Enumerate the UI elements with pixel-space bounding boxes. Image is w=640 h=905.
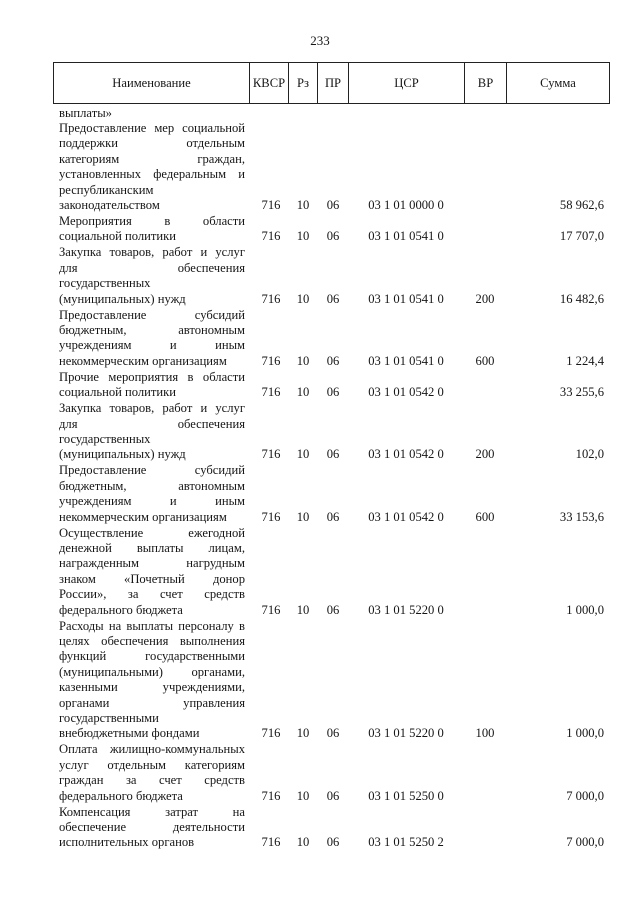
row-name-line: Предоставление мер социальной [59, 121, 245, 135]
row-name-line: Закупка товаров, работ и услуг [59, 245, 245, 260]
row-rz: 10 [296, 385, 310, 400]
row-name [59, 805, 245, 851]
row-rz: 10 [296, 509, 310, 524]
row-name-line: Закупка товаров, работ и услуг [59, 401, 245, 416]
row-sum: 33 153,6 [559, 509, 604, 524]
row-pr: 06 [326, 447, 340, 462]
row-sum: 1 224,4 [566, 353, 604, 368]
row-kvsr: 716 [261, 291, 281, 306]
row-name [59, 463, 245, 525]
row-name-line: награжденным нагрудным [59, 556, 245, 571]
row-csr: 03 1 01 0542 0 [368, 385, 444, 400]
row-pr: 06 [326, 229, 340, 244]
row-pr: 06 [326, 198, 340, 212]
row-vr: 100 [475, 726, 495, 741]
row-name [59, 121, 245, 213]
row-pr: 06 [326, 726, 340, 741]
carry-over-text: выплаты» [59, 106, 112, 120]
row-sum: 7 000,0 [566, 835, 604, 850]
row-csr: 03 1 01 0000 0 [368, 198, 444, 212]
row-name-line: Компенсация затрат на [59, 804, 245, 819]
row-name-line: государственными [59, 711, 159, 726]
row-kvsr: 716 [261, 198, 281, 212]
row-name-line: России», за счет средств [59, 587, 245, 602]
row-name-line: (муниципальных) нужд [59, 447, 186, 462]
row-kvsr: 716 [261, 509, 281, 524]
row-rz: 10 [296, 788, 310, 803]
row-name-line: установленных федеральным и [59, 167, 245, 182]
row-name-line: целях обеспечения выполнения [59, 634, 245, 648]
row-name-line: внебюджетными фондами [59, 726, 200, 741]
row-name [59, 619, 245, 742]
column-header-csr: ЦСР [394, 76, 419, 90]
row-name-line: некоммерческим организациям [59, 509, 227, 524]
row-name-line: Оплата жилищно-коммунальных [59, 742, 245, 757]
row-name-line: казенными учреждениями, [59, 680, 245, 695]
row-name-line: Прочие мероприятия в области [59, 369, 245, 384]
row-rz: 10 [296, 602, 310, 617]
row-sum: 102,0 [575, 447, 604, 462]
row-csr: 03 1 01 5220 0 [368, 726, 444, 741]
row-name-line: функций государственными [59, 649, 245, 664]
row-name-line: обеспечение деятельности [59, 820, 245, 834]
row-csr: 03 1 01 5220 0 [368, 602, 444, 617]
row-name-line: государственных [59, 432, 151, 446]
row-name-line: Мероприятия в области [59, 214, 245, 228]
table-header [53, 62, 610, 104]
row-kvsr: 716 [261, 835, 281, 850]
column-header-sum: Сумма [540, 76, 576, 90]
row-sum: 1 000,0 [566, 726, 604, 741]
row-sum: 33 255,6 [559, 385, 604, 400]
row-rz: 10 [296, 198, 310, 212]
row-name-line: республиканским [59, 182, 154, 197]
row-name-line: для обеспечения [59, 416, 245, 431]
row-csr: 03 1 01 0541 0 [368, 353, 444, 368]
row-name-line: государственных [59, 276, 151, 291]
row-name [59, 526, 245, 618]
row-name [59, 245, 245, 307]
row-pr: 06 [326, 835, 340, 850]
row-name-line: Расходы на выплаты персоналу в [59, 618, 245, 633]
row-name-line: (муниципальных) нужд [59, 291, 186, 306]
row-kvsr: 716 [261, 447, 281, 462]
row-vr: 600 [475, 353, 495, 368]
row-name-line: для обеспечения [59, 260, 245, 275]
row-pr: 06 [326, 602, 340, 617]
column-header-rz: Рз [297, 76, 309, 90]
row-name-line: бюджетным, автономным [59, 478, 245, 493]
row-pr: 06 [326, 291, 340, 306]
row-name-line: социальной политики [59, 229, 177, 244]
row-name-line: некоммерческим организациям [59, 353, 227, 368]
row-kvsr: 716 [261, 602, 281, 617]
row-pr: 06 [326, 353, 340, 368]
row-vr: 200 [475, 291, 495, 306]
row-rz: 10 [296, 726, 310, 741]
row-name-line: учреждениям и иным [59, 494, 245, 509]
row-csr: 03 1 01 0542 0 [368, 447, 444, 462]
row-name [59, 308, 245, 370]
row-vr: 200 [475, 447, 495, 462]
row-kvsr: 716 [261, 385, 281, 400]
row-sum: 7 000,0 [566, 788, 604, 803]
row-name-line: Осуществление ежегодной [59, 525, 245, 540]
row-name [59, 214, 245, 245]
row-rz: 10 [296, 353, 310, 368]
row-pr: 06 [326, 385, 340, 400]
row-name-line: знаком «Почетный донор [59, 571, 245, 586]
column-header-name: Наименование [112, 76, 191, 90]
row-kvsr: 716 [261, 353, 281, 368]
row-name-line: федерального бюджета [59, 788, 183, 803]
row-name-line: Предоставление субсидий [59, 463, 245, 478]
row-sum: 58 962,6 [559, 198, 604, 212]
row-name [59, 401, 245, 463]
row-name-line: Предоставление субсидий [59, 307, 245, 322]
column-header-vr: ВР [477, 76, 494, 90]
row-csr: 03 1 01 0542 0 [368, 509, 444, 524]
row-sum: 1 000,0 [566, 602, 604, 617]
row-kvsr: 716 [261, 229, 281, 244]
column-header-pr: ПР [324, 76, 342, 90]
row-name [59, 370, 245, 401]
row-name-line: законодательством [59, 198, 160, 213]
row-vr: 600 [475, 509, 495, 524]
column-header-kvsr: КВСР [252, 76, 286, 90]
row-name-line: исполнительных органов [59, 835, 195, 850]
row-rz: 10 [296, 835, 310, 850]
row-kvsr: 716 [261, 726, 281, 741]
row-rz: 10 [296, 229, 310, 244]
row-csr: 03 1 01 0541 0 [368, 291, 444, 306]
row-name-line: социальной политики [59, 385, 177, 400]
row-name [59, 742, 245, 804]
row-name-line: федерального бюджета [59, 602, 183, 617]
row-name-line: денежной выплаты лицам, [59, 541, 245, 555]
row-csr: 03 1 01 5250 0 [368, 788, 444, 803]
row-name-line: категориям граждан, [59, 151, 245, 166]
row-csr: 03 1 01 0541 0 [368, 229, 444, 244]
row-kvsr: 716 [261, 788, 281, 803]
row-name-line: учреждениям и иным [59, 338, 245, 353]
page-number: 233 [310, 33, 330, 48]
row-sum: 16 482,6 [559, 291, 604, 306]
row-pr: 06 [326, 788, 340, 803]
row-sum: 17 707,0 [559, 229, 604, 244]
row-name-line: граждан за счет средств [59, 773, 245, 788]
row-name-line: органами управления [59, 695, 245, 710]
row-name-line: поддержки отдельным [59, 136, 245, 151]
row-name-line: бюджетным, автономным [59, 323, 245, 337]
row-name-line: услуг отдельным категориям [59, 757, 245, 772]
row-name-line: (муниципальными) органами, [59, 664, 245, 679]
row-rz: 10 [296, 447, 310, 462]
row-pr: 06 [326, 509, 340, 524]
row-rz: 10 [296, 291, 310, 306]
row-csr: 03 1 01 5250 2 [368, 835, 444, 850]
